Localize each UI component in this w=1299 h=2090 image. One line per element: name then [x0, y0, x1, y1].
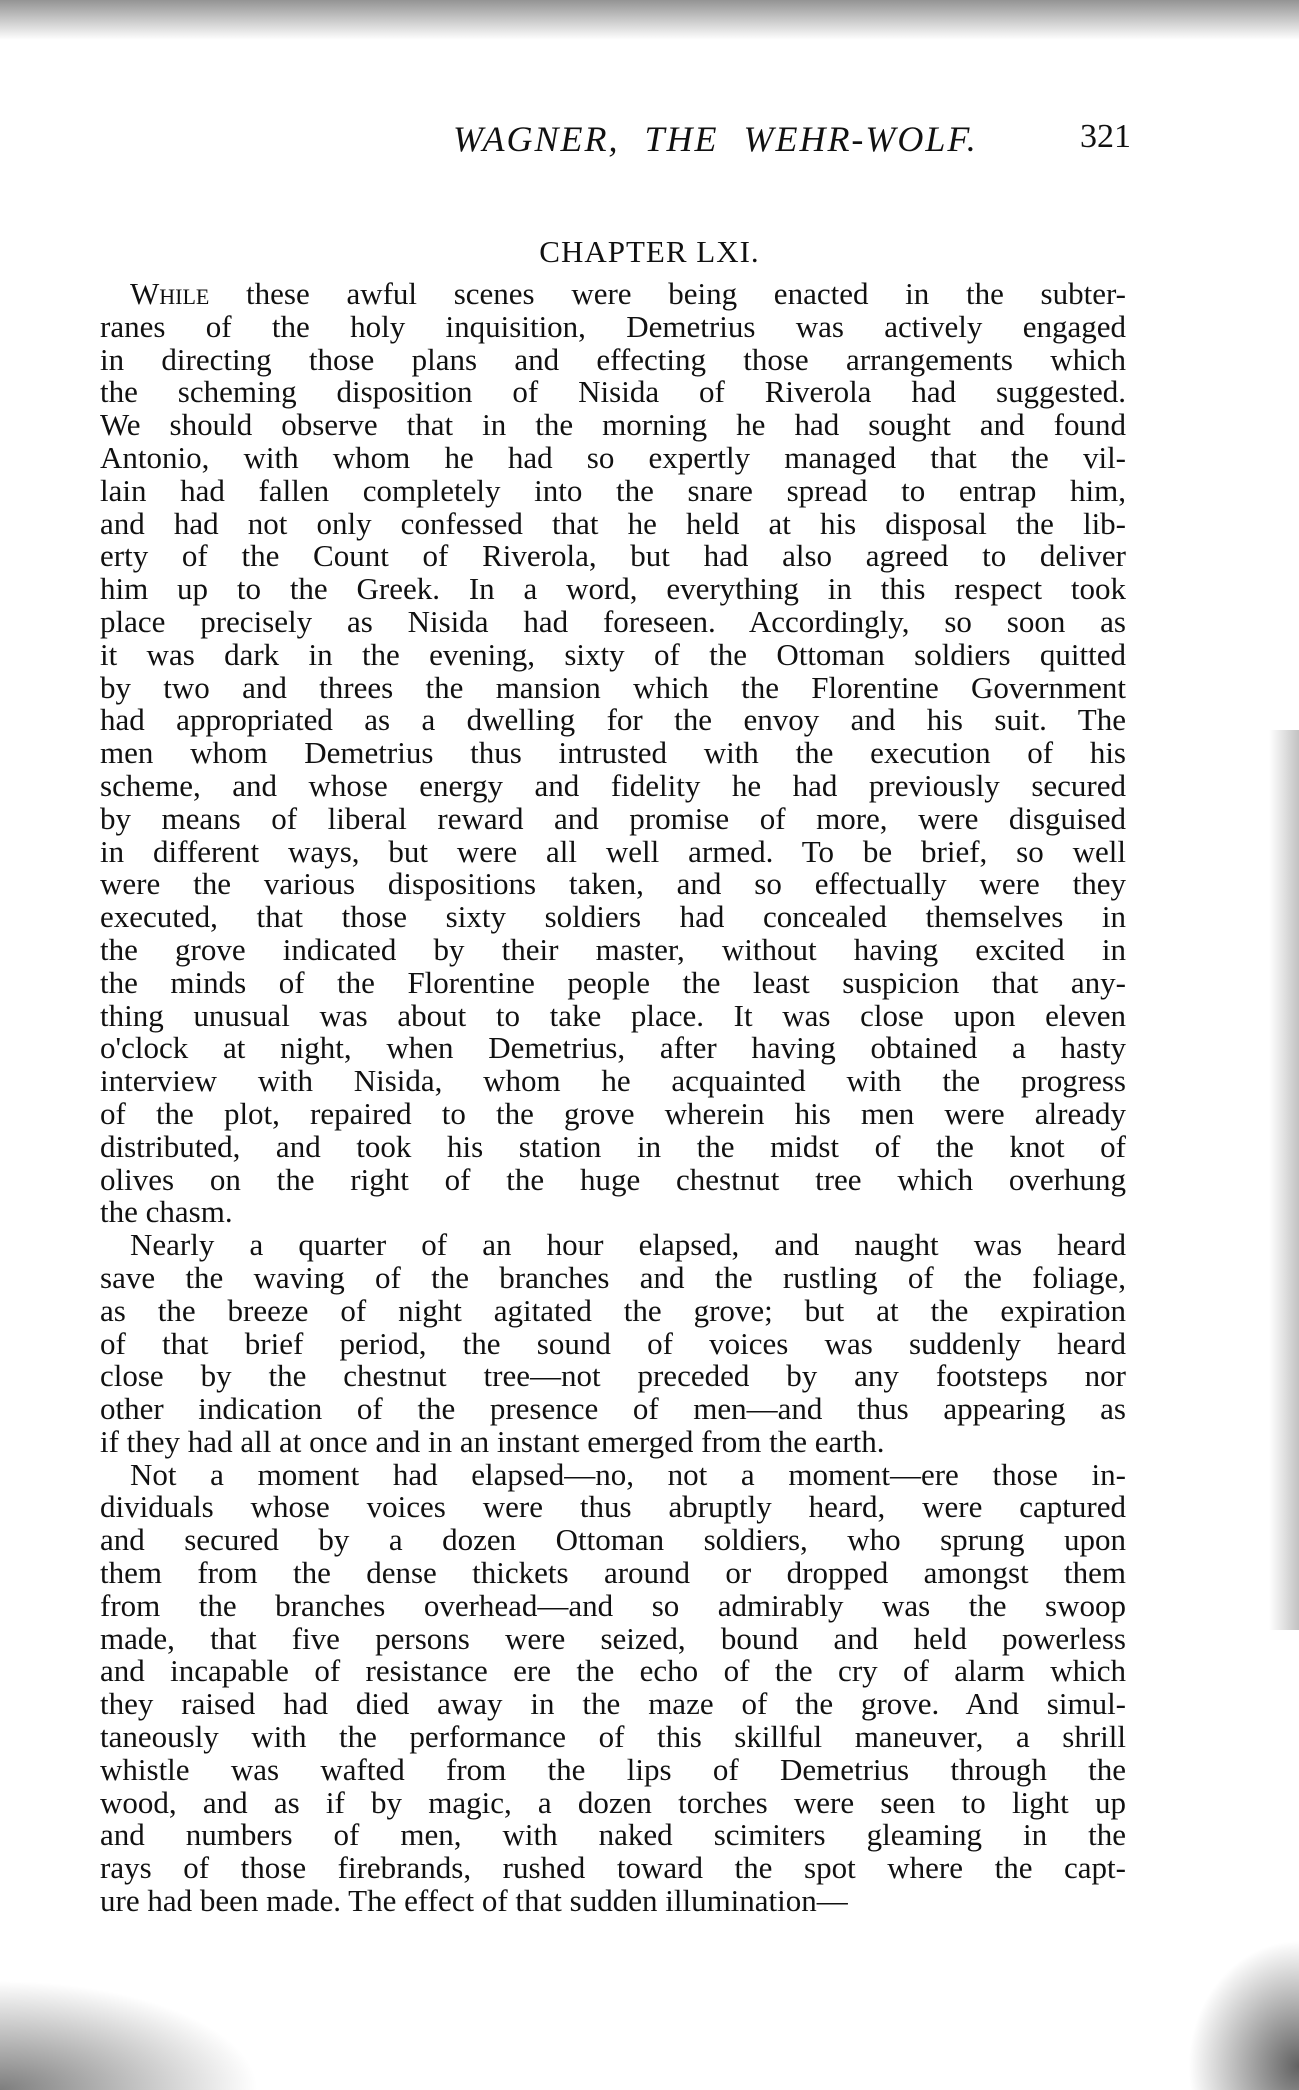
body-text [100, 278, 1126, 1918]
text-line: rays of those firebrands, rushed toward the spot where the capt- [100, 1850, 1126, 1886]
text-line: if they had all at once and in an instant emerged from the earth. [100, 1423, 885, 1459]
text-line: were the various dispositions taken, and so effectually were they [100, 866, 1126, 902]
text-line: Not a moment had elapsed—no, not a moment—ere those in- [130, 1456, 1126, 1492]
text-line: whistle was wafted from the lips of Demetrius through the [100, 1751, 1126, 1787]
text-line: them from the dense thickets around or dropped amongst them [100, 1555, 1126, 1591]
text-line: thing unusual was about to take place. It was close upon eleven [100, 997, 1126, 1033]
text-line: the minds of the Florentine people the least suspicion that any- [100, 964, 1126, 1000]
opening-word: While [130, 276, 210, 311]
running-title: WAGNER, THE WEHR-WOLF. [453, 119, 978, 159]
text-line: other indication of the presence of men—and thus appearing as [100, 1391, 1126, 1427]
text-line: While these awful scenes were being enacted in the subter- [130, 276, 1126, 311]
text-line: it was dark in the evening, sixty of the Ottoman soldiers quitted [100, 636, 1126, 672]
text-line: they raised had died away in the maze of the grove. And simul- [100, 1686, 1126, 1722]
text-line: had appropriated as a dwelling for the envoy and his suit. The [100, 702, 1126, 738]
text-line: in different ways, but were all well armed. To be brief, so well [100, 833, 1126, 869]
text-line: and had not only confessed that he held at his disposal the lib- [100, 505, 1126, 541]
text-line: save the waving of the branches and the rustling of the foliage, [100, 1259, 1126, 1295]
text-line: wood, and as if by magic, a dozen torches were seen to light up [100, 1784, 1126, 1820]
text-line: executed, that those sixty soldiers had concealed themselves in [100, 899, 1126, 935]
scan-edge-shadow [0, 1980, 260, 2090]
text-line: o'clock at night, when Demetrius, after having obtained a hasty [100, 1030, 1126, 1066]
text-line: dividuals whose voices were thus abruptly heard, were captured [100, 1489, 1126, 1525]
scan-edge-shadow [1179, 1930, 1299, 2090]
text-line: olives on the right of the huge chestnut tree which overhung [100, 1161, 1126, 1197]
text-line: from the branches overhead—and so admirably was the swoop [100, 1587, 1126, 1623]
text-line: Nearly a quarter of an hour elapsed, and naught was heard [130, 1227, 1126, 1263]
chapter-title: CHAPTER LXI. [539, 234, 760, 269]
text-line: scheme, and whose energy and fidelity he had previously secured [100, 767, 1126, 803]
text-line: lain had fallen completely into the snare spread to entrap him, [100, 472, 1126, 508]
text-line: in directing those plans and effecting those arrangements which [100, 341, 1126, 377]
text-line: erty of the Count of Riverola, but had also agreed to deliver [100, 538, 1126, 574]
paragraph [100, 278, 1126, 1229]
text-line: ranes of the holy inquisition, Demetrius was actively engaged [100, 308, 1126, 344]
paragraph [100, 1229, 1126, 1459]
text-line: interview with Nisida, whom he acquainted with the progress [100, 1063, 1126, 1099]
page-number: 321 [1080, 118, 1131, 155]
scan-edge-shadow [0, 0, 1299, 40]
text-line: Antonio, with whom he had so expertly managed that the vil- [100, 439, 1126, 475]
text-line: close by the chestnut tree—not preceded by any footsteps nor [100, 1358, 1126, 1394]
text-line: ure had been made. The effect of that sudden illumination— [100, 1883, 848, 1919]
text-line: the chasm. [100, 1194, 233, 1230]
scan-edge-shadow [1269, 730, 1299, 1630]
text-line: by two and threes the mansion which the Florentine Government [100, 669, 1126, 705]
text-line: and incapable of resistance ere the echo of the cry of alarm which [100, 1653, 1126, 1689]
text-line: We should observe that in the morning he had sought and found [100, 407, 1126, 443]
text-line: him up to the Greek. In a word, everything in this respect took [100, 571, 1126, 607]
text-line: the grove indicated by their master, without having excited in [100, 931, 1126, 967]
text-line: and numbers of men, with naked scimiters gleaming in the [100, 1817, 1126, 1853]
text-line: taneously with the performance of this skillful maneuver, a shrill [100, 1719, 1126, 1755]
text-line: by means of liberal reward and promise of more, were disguised [100, 800, 1126, 836]
paragraph [100, 1456, 1126, 1919]
text-line: place precisely as Nisida had foreseen. Accordingly, so soon as [100, 603, 1126, 639]
text-line: and secured by a dozen Ottoman soldiers, who sprung upon [100, 1522, 1126, 1558]
text-line: of that brief period, the sound of voices was suddenly heard [100, 1325, 1126, 1361]
text-line: the scheming disposition of Nisida of Riverola had suggested. [100, 374, 1126, 410]
text-line: as the breeze of night agitated the grove; but at the expiration [100, 1292, 1126, 1328]
text-line: distributed, and took his station in the midst of the knot of [100, 1128, 1126, 1164]
text-line: of the plot, repaired to the grove wherein his men were already [100, 1095, 1126, 1131]
text-line: made, that five persons were seized, bound and held powerless [100, 1620, 1126, 1656]
text-line: men whom Demetrius thus intrusted with the execution of his [100, 735, 1126, 771]
